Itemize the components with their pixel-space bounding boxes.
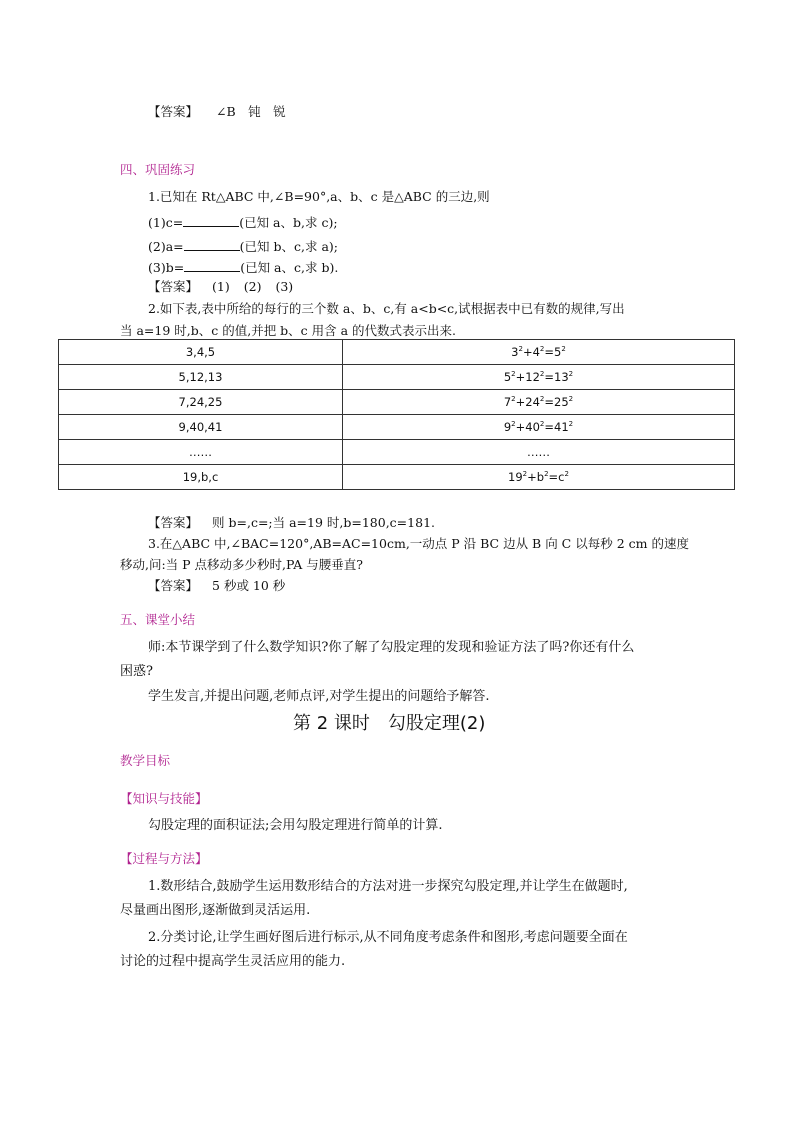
table-cell-right: $3^2+4^2=5^2$ <box>343 340 735 365</box>
process-methods-heading: 【过程与方法】 <box>120 851 208 866</box>
table-cell-right: $5^2+12^2=13^2$ <box>343 365 735 390</box>
q2-answer <box>148 515 435 531</box>
table-cell-left: 3,4,5 <box>59 340 343 365</box>
knowledge-skills-heading: 【知识与技能】 <box>120 791 208 806</box>
table-row <box>59 390 735 415</box>
table-cell-right: $9^2+40^2=41^2$ <box>343 415 735 440</box>
q1-blank-3[interactable] <box>184 259 240 272</box>
q1-answer-2: (2) <box>243 279 262 294</box>
q2-line-1: 2.如下表,表中所给的每行的三个数 a、b、c,有 a<b<c,试根据表中已有数的规律,写出 <box>148 301 625 316</box>
q1-line-2-pre: (2)a= <box>148 239 184 254</box>
q1-answer-1: (1) <box>212 279 230 294</box>
summary-paragraph-2: 学生发言,并提出问题,老师点评,对学生提出的问题给予解答. <box>148 689 490 704</box>
section-4-title: 四、巩固练习 <box>120 162 196 177</box>
lesson-2-title: 第 2 课时 勾股定理(2) <box>293 713 486 734</box>
table-cell-right: …… <box>343 440 735 465</box>
answer-text: 则 b=,c=;当 a=19 时,b=180,c=181. <box>212 515 435 530</box>
process-paragraph-2-line-2: 讨论的过程中提高学生灵活应用的能力. <box>120 954 346 969</box>
q3-line-2: 移动,问:当 P 点移动多少秒时,PA 与腰垂直? <box>120 557 363 572</box>
pythagorean-triples-table <box>58 339 735 490</box>
process-paragraph-2-line-1: 2.分类讨论,让学生画好图后进行标示,从不同角度考虑条件和图形,考虑问题要全面在 <box>148 930 628 945</box>
q3-line-1: 3.在△ABC 中,∠BAC=120°,AB=AC=10cm,一动点 P 沿 BC 边从 B 向 C 以每秒 2 cm 的速度 <box>148 536 689 551</box>
table-cell-left: 7,24,25 <box>59 390 343 415</box>
q1-line-1 <box>148 214 338 231</box>
answer-text: ∠B 钝 锐 <box>215 104 286 119</box>
answer-line-1 <box>148 104 286 120</box>
q1-answer-3: (3) <box>275 279 294 294</box>
answer-label: 【答案】 <box>148 578 199 593</box>
table-cell-right: $7^2+24^2=25^2$ <box>343 390 735 415</box>
q1-line-3-post: (已知 a、c,求 b). <box>240 260 339 275</box>
section-5-title: 五、课堂小结 <box>120 612 196 627</box>
knowledge-skills-text: 勾股定理的面积证法;会用勾股定理进行简单的计算. <box>148 818 443 833</box>
summary-paragraph-line-2: 困惑? <box>120 664 153 679</box>
q1-blank-1[interactable] <box>183 214 239 227</box>
q1-stem: 1.已知在 Rt△ABC 中,∠B=90°,a、b、c 是△ABC 的三边,则 <box>148 189 490 204</box>
q2-line-2: 当 a=19 时,b、c 的值,并把 b、c 用含 a 的代数式表示出来. <box>120 323 457 338</box>
teaching-goals-heading: 教学目标 <box>120 753 171 768</box>
table-row <box>59 465 735 490</box>
q1-line-2-post: (已知 b、c,求 a); <box>239 239 338 254</box>
q1-line-1-post: (已知 a、b,求 c); <box>239 215 338 230</box>
table-cell-left: 5,12,13 <box>59 365 343 390</box>
answer-label: 【答案】 <box>148 104 199 119</box>
table-cell-left: 19,b,c <box>59 465 343 490</box>
answer-text: 5 秒或 10 秒 <box>212 578 286 593</box>
q1-line-2 <box>148 238 338 255</box>
q3-answer <box>148 578 285 594</box>
q1-line-1-pre: (1)c= <box>148 215 184 230</box>
process-paragraph-1-line-1: 1.数形结合,鼓励学生运用数形结合的方法对进一步探究勾股定理,并让学生在做题时, <box>148 879 628 894</box>
answer-label: 【答案】 <box>148 515 199 530</box>
summary-paragraph-line-1: 师:本节课学到了什么数学知识?你了解了勾股定理的发现和验证方法了吗?你还有什么 <box>148 640 635 655</box>
answer-label: 【答案】 <box>148 279 199 294</box>
q1-answer <box>148 279 293 295</box>
q1-line-3 <box>148 259 338 276</box>
table-cell-left: …… <box>59 440 343 465</box>
table-cell-left: 9,40,41 <box>59 415 343 440</box>
q1-blank-2[interactable] <box>184 238 240 251</box>
q1-line-3-pre: (3)b= <box>148 260 185 275</box>
table-row <box>59 340 735 365</box>
table-row <box>59 440 735 465</box>
table-cell-right: $19^2+b^2=c^2$ <box>343 465 735 490</box>
table-row <box>59 415 735 440</box>
table-row <box>59 365 735 390</box>
process-paragraph-1-line-2: 尽量画出图形,逐渐做到灵活运用. <box>120 903 311 918</box>
